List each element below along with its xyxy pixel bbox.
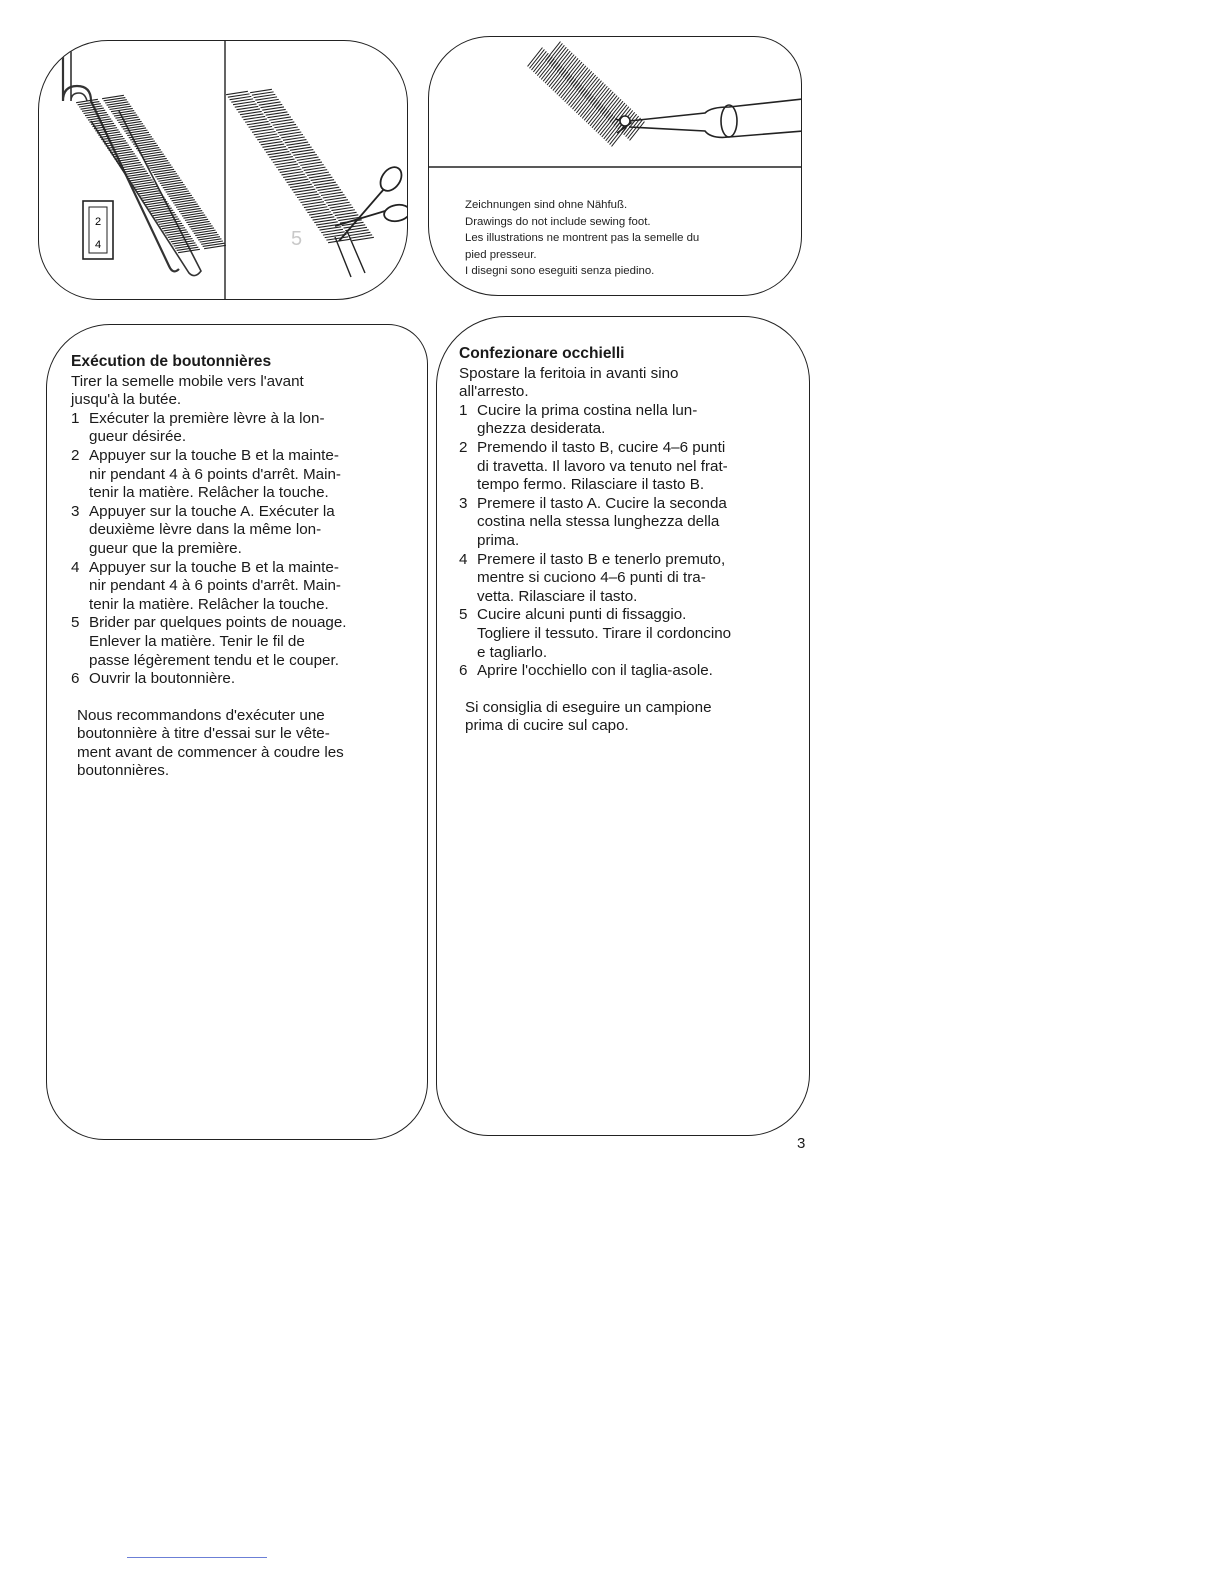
step-text xyxy=(89,503,415,559)
intro-line: jusqu'à la butée. xyxy=(71,391,182,409)
section-heading: Exécution de boutonnières xyxy=(71,353,272,370)
step-line: Appuyer sur la touche B et la mainte- xyxy=(89,446,339,464)
step-text xyxy=(89,670,415,689)
recommendation-text xyxy=(71,707,415,781)
step-line: Cucire la prima costina nella lun- xyxy=(477,401,698,419)
step-item xyxy=(71,614,415,670)
recommendation-line: Si consiglia di eseguire un campione xyxy=(465,698,712,716)
illustration-panel-left xyxy=(38,40,408,300)
step-line: Premere il tasto A. Cucire la seconda xyxy=(477,494,727,512)
step-item xyxy=(459,662,803,681)
step-item xyxy=(459,439,803,495)
scissors-icon xyxy=(335,163,408,241)
step-line: Exécuter la première lèvre à la lon- xyxy=(89,409,325,427)
step-line: tenir la matière. Relâcher la touche. xyxy=(89,484,329,502)
step-line: Brider par quelques points de nouage. xyxy=(89,614,347,632)
step-item xyxy=(459,402,803,439)
step-item xyxy=(459,606,803,662)
step-number: 2 xyxy=(459,438,468,456)
step-line: passe légèrement tendu et le couper. xyxy=(89,651,339,669)
intro-line: Spostare la feritoia in avanti sino xyxy=(459,364,679,382)
step-number: 1 xyxy=(71,409,80,427)
step-line: vetta. Rilasciare il tasto. xyxy=(477,587,638,605)
intro-line: Tirer la semelle mobile vers l'avant xyxy=(71,372,304,390)
step-line: tempo fermo. Rilasciare il tasto B. xyxy=(477,476,705,494)
steps-list xyxy=(459,402,803,681)
step-number: 4 xyxy=(459,550,468,568)
recommendation-line: prima di cucire sul capo. xyxy=(465,717,629,735)
note-line: Drawings do not include sewing foot. xyxy=(465,215,651,228)
recommendation-line: Nous recommandons d'exécuter une xyxy=(77,706,325,724)
intro-text xyxy=(459,365,803,402)
note-line: I disegni sono eseguiti senza piedino. xyxy=(465,265,655,278)
divider xyxy=(127,1557,267,1558)
key-label-4: 4 xyxy=(94,239,102,251)
step-line: tenir la matière. Relâcher la touche. xyxy=(89,595,329,613)
italian-instructions xyxy=(459,345,803,736)
step-line: Enlever la matière. Tenir le fil de xyxy=(89,632,305,650)
recommendation-line: boutonnière à titre d'essai sur le vête- xyxy=(77,725,330,743)
note-line: pied presseur. xyxy=(465,248,537,261)
step-item xyxy=(459,495,803,551)
step-text xyxy=(477,439,803,495)
note-line: Zeichnungen sind ohne Nähfuß. xyxy=(465,199,628,211)
step-line: nir pendant 4 à 6 points d'arrêt. Main- xyxy=(89,465,341,483)
step-number: 5 xyxy=(459,606,468,624)
step-line: gueur que la première. xyxy=(89,539,242,557)
step-line: Togliere il tessuto. Tirare il cordoncino xyxy=(477,624,732,642)
buttonhole-stitches xyxy=(528,42,645,147)
step-text xyxy=(477,662,803,681)
step-item xyxy=(71,503,415,559)
intro-text xyxy=(71,373,415,410)
note-line: Les illustrations ne montrent pas la semelle du xyxy=(465,232,700,245)
steps-list xyxy=(71,410,415,689)
section-heading: Confezionare occhielli xyxy=(459,345,625,362)
italian-instructions-panel xyxy=(436,316,810,1136)
step-label-5: 5 xyxy=(291,228,303,250)
step-number: 6 xyxy=(459,662,468,680)
step-number: 4 xyxy=(71,558,80,576)
step-number: 5 xyxy=(71,614,80,632)
step-item xyxy=(71,670,415,689)
step-text xyxy=(477,606,803,662)
step-text xyxy=(477,551,803,607)
finished-buttonhole xyxy=(226,89,374,242)
french-instructions-panel xyxy=(46,324,428,1140)
step-line: gueur désirée. xyxy=(89,428,187,446)
drawing-notes xyxy=(465,197,795,280)
step-line: nir pendant 4 à 6 points d'arrêt. Main- xyxy=(89,577,341,595)
step-item xyxy=(71,559,415,615)
step-number: 3 xyxy=(459,494,468,512)
step-line: deuxième lèvre dans la même lon- xyxy=(89,521,322,539)
recommendation-line: ment avant de commencer à coudre les xyxy=(77,743,344,761)
illustration-panel-right xyxy=(428,36,802,296)
step-line: prima. xyxy=(477,531,520,549)
step-text xyxy=(89,447,415,503)
step-line: Appuyer sur la touche B et la mainte- xyxy=(89,558,339,576)
step-number: 2 xyxy=(71,446,80,464)
step-number: 3 xyxy=(71,502,80,520)
step-line: di travetta. Il lavoro va tenuto nel frat- xyxy=(477,457,728,475)
step-number: 1 xyxy=(459,401,468,419)
step-text xyxy=(477,495,803,551)
step-text xyxy=(89,559,415,615)
step-line: Ouvrir la boutonnière. xyxy=(89,670,236,688)
step-line: Cucire alcuni punti di fissaggio. xyxy=(477,606,687,624)
step-text xyxy=(89,614,415,670)
step-item xyxy=(71,410,415,447)
buttonhole-illustration xyxy=(39,41,408,300)
step-line: e tagliarlo. xyxy=(477,643,548,661)
french-instructions xyxy=(71,353,415,781)
step-text xyxy=(477,402,803,439)
step-line: mentre si cuciono 4–6 punti di tra- xyxy=(477,569,706,587)
page-number: 3 xyxy=(797,1135,806,1152)
step-line: costina nella stessa lunghezza della xyxy=(477,513,720,531)
seam-ripper-icon xyxy=(615,99,802,137)
recommendation-text xyxy=(459,699,803,736)
step-item xyxy=(71,447,415,503)
step-line: Premendo il tasto B, cucire 4–6 punti xyxy=(477,438,726,456)
step-text xyxy=(89,410,415,447)
step-line: Premere il tasto B e tenerlo premuto, xyxy=(477,550,726,568)
step-line: ghezza desiderata. xyxy=(477,420,606,438)
step-line: Appuyer sur la touche A. Exécuter la xyxy=(89,502,335,520)
intro-line: all'arresto. xyxy=(459,383,529,401)
step-item xyxy=(459,551,803,607)
step-number: 6 xyxy=(71,670,80,688)
step-line: Aprire l'occhiello con il taglia-asole. xyxy=(477,662,713,680)
key-label-2: 2 xyxy=(94,216,102,228)
recommendation-line: boutonnières. xyxy=(77,762,170,780)
